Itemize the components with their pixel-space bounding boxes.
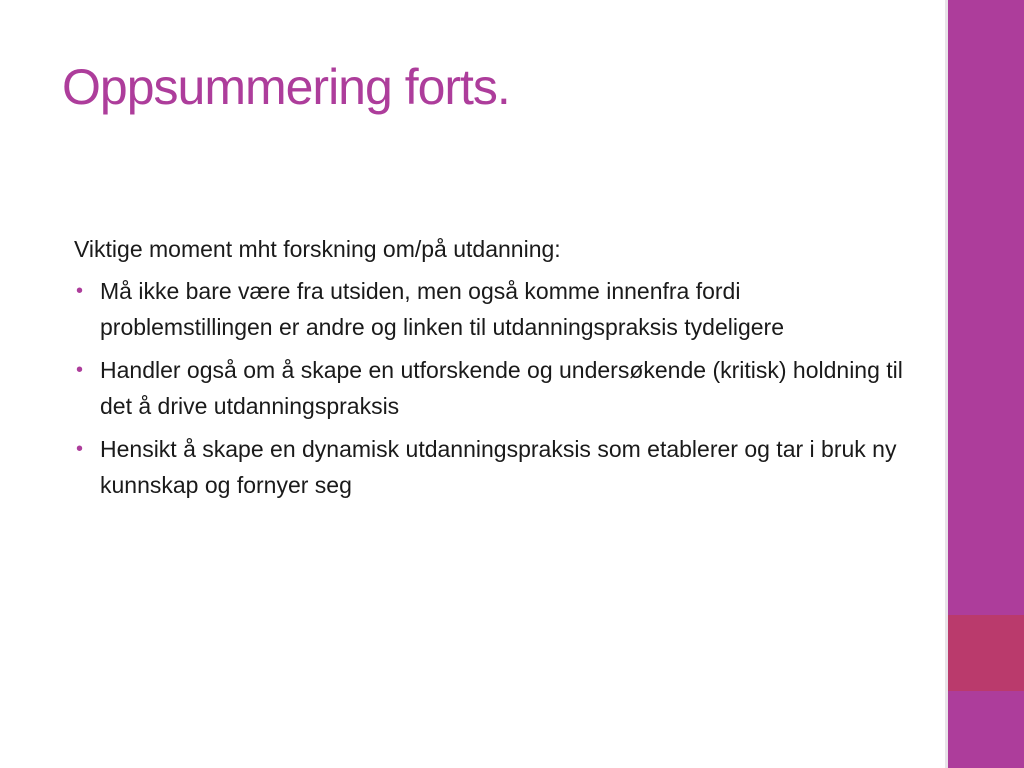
bullet-item xyxy=(74,431,904,503)
bullet-item xyxy=(74,352,904,424)
bullet-icon: • xyxy=(76,280,84,302)
slide-title: Oppsummering forts. xyxy=(62,59,510,115)
bullet-text: Handler også om å skape en utforskende og undersøkende (kritisk) holdning til det å drive utdanningspraksis xyxy=(100,357,903,419)
decorative-side-block xyxy=(948,615,1024,691)
bullet-icon: • xyxy=(76,438,84,460)
bullet-text: Hensikt å skape en dynamisk utdanningspraksis som etablerer og tar i bruk ny kunnskap og fornyer seg xyxy=(100,436,897,498)
bullet-text: Må ikke bare være fra utsiden, men også komme innenfra fordi problemstillingen er andre og linken til utdanningspraksis tydeligere xyxy=(100,278,785,340)
bullet-list xyxy=(74,273,904,503)
bullet-item xyxy=(74,273,904,345)
slide-body xyxy=(74,231,904,510)
intro-text: Viktige moment mht forskning om/på utdanning: xyxy=(74,236,561,262)
bullet-icon: • xyxy=(76,359,84,381)
